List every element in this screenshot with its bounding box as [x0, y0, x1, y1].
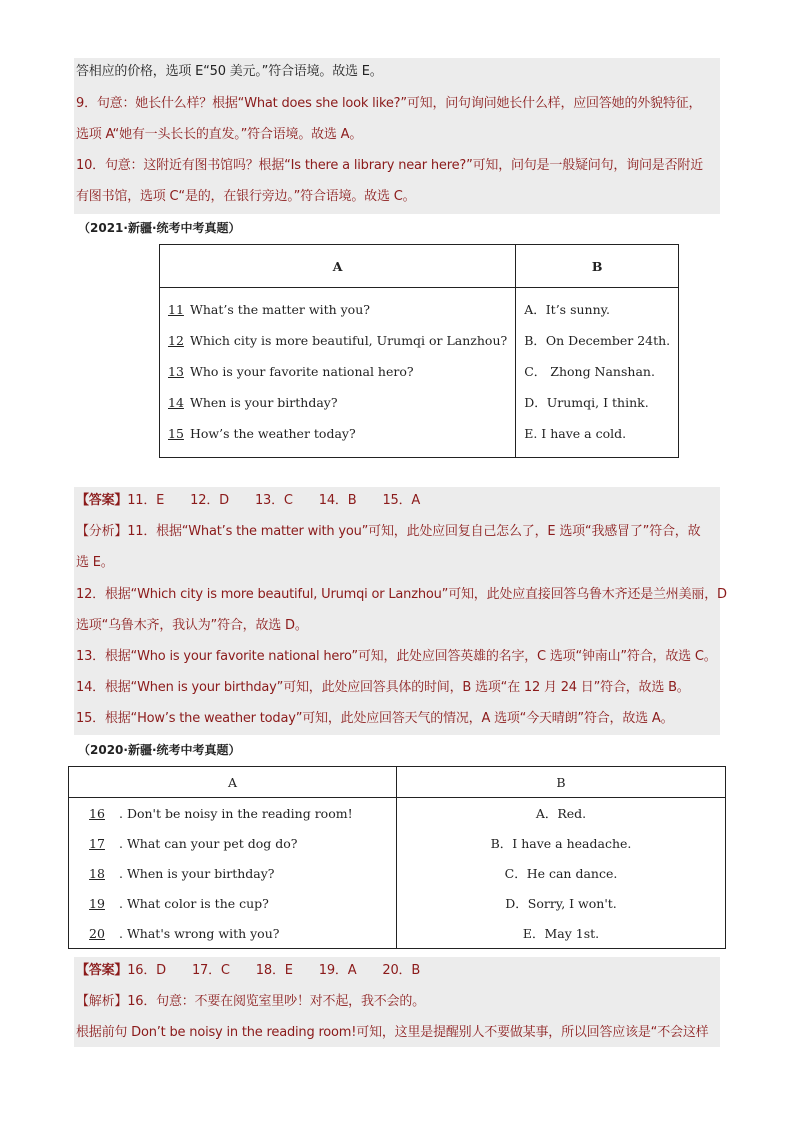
explain-line-1: 【解析】16．句意：不要在阅览室里吵！对不起，我不会的。	[76, 994, 425, 1009]
col-b-cell	[516, 288, 679, 458]
question-item: 13 Who is your favorite national hero?	[168, 364, 414, 379]
analysis-line-4: 选项“乌鲁木齐，我认为”符合，故选 D。	[76, 618, 308, 633]
explain-line-2: 根据前句 Don’t be noisy in the reading room!可知，这里是提醒别人不要做某事，所以回答应该是“不会这样	[76, 1025, 709, 1040]
section2-answers: 【答案】16．D 17．C 18．E 19．A 20．B	[76, 963, 421, 978]
question-item: 15 How’s the weather today?	[168, 426, 356, 441]
option-item: D．Sorry, I won't.	[397, 888, 726, 918]
option-item: A．It’s sunny.	[524, 302, 611, 317]
section2-heading: （2020·新疆·统考中考真题）	[78, 743, 241, 757]
analysis-line-2: 选 E。	[76, 555, 114, 570]
option-item: D．Urumqi, I think.	[524, 395, 649, 410]
answer-blank: 16	[89, 805, 105, 821]
analysis-line-7: 15．根据“How’s the weather today”可知，此处应回答天气的情况，A 选项“今天晴朗”符合，故选 A。	[76, 711, 674, 726]
col-a-cell	[160, 288, 516, 458]
analysis-line-5: 13．根据“Who is your favorite national hero”可知，此处应回答英雄的名字，C 选项“钟南山”符合，故选 C。	[76, 649, 717, 664]
option-item: C． Zhong Nanshan.	[524, 364, 655, 379]
table-row: 16 . Don't be noisy in the reading room! A．Red.	[69, 798, 726, 829]
option-item: B．On December 24th.	[524, 333, 671, 348]
matching-table-2021	[159, 244, 679, 458]
para1-line-5: 有图书馆，选项 C“是的，在银行旁边。”符合语境。故选 C。	[76, 189, 416, 204]
option-item: A．Red.	[397, 798, 726, 829]
para1-line-3: 选项 A“她有一头长长的直发。”符合语境。故选 A。	[76, 127, 363, 142]
option-item: E．May 1st.	[397, 918, 726, 949]
option-item: C．He can dance.	[397, 858, 726, 888]
option-item: E. I have a cold.	[524, 426, 627, 441]
matching-table-2020	[68, 766, 726, 949]
question-item: 11 What’s the matter with you?	[168, 302, 370, 317]
para1-line-4: 10．句意：这附近有图书馆吗？根据“Is there a library near here?”可知，问句是一般疑问句，询问是否附近	[76, 158, 704, 173]
col-a-header: A	[160, 245, 516, 288]
analysis-line-6: 14．根据“When is your birthday”可知，此处应回答具体的时间，B 选项“在 12 月 24 日”符合，故选 B。	[76, 680, 690, 695]
table-row: 17 . What can your pet dog do? B．I have a headache.	[69, 828, 726, 858]
answer-blank: 19	[89, 895, 105, 911]
section1-heading: （2021·新疆·统考中考真题）	[78, 221, 241, 235]
analysis-line-1: 【分析】11．根据“What’s the matter with you”可知，此处应回复自己怎么了，E 选项“我感冒了”符合，故	[76, 524, 701, 539]
para1-line-1: 答相应的价格，选项 E“50 美元。”符合语境。故选 E。	[76, 64, 383, 79]
section1-answers: 【答案】11．E 12．D 13．C 14．B 15．A	[76, 493, 421, 508]
table-row: 20 . What's wrong with you? E．May 1st.	[69, 918, 726, 949]
para1-line-2: 9．句意：她长什么样？根据“What does she look like?”可知，问句询问她长什么样，应回答她的外貌特征，	[76, 96, 702, 111]
col-b-header: B	[397, 767, 726, 798]
answer-blank: 17	[89, 835, 105, 851]
col-b-header: B	[516, 245, 679, 288]
answer-blank: 20	[89, 925, 105, 941]
option-item: B．I have a headache.	[397, 828, 726, 858]
question-item: 14 When is your birthday?	[168, 395, 338, 410]
question-item: 12 Which city is more beautiful, Urumqi or Lanzhou?	[168, 333, 508, 348]
analysis-line-3: 12．根据“Which city is more beautiful, Urumqi or Lanzhou”可知，此处应直接回答乌鲁木齐还是兰州美丽，D	[76, 587, 727, 602]
table-row: 19 . What color is the cup? D．Sorry, I won't.	[69, 888, 726, 918]
answer-blank: 18	[89, 865, 105, 881]
col-a-header: A	[69, 767, 397, 798]
table-row: 18 . When is your birthday? C．He can dance.	[69, 858, 726, 888]
